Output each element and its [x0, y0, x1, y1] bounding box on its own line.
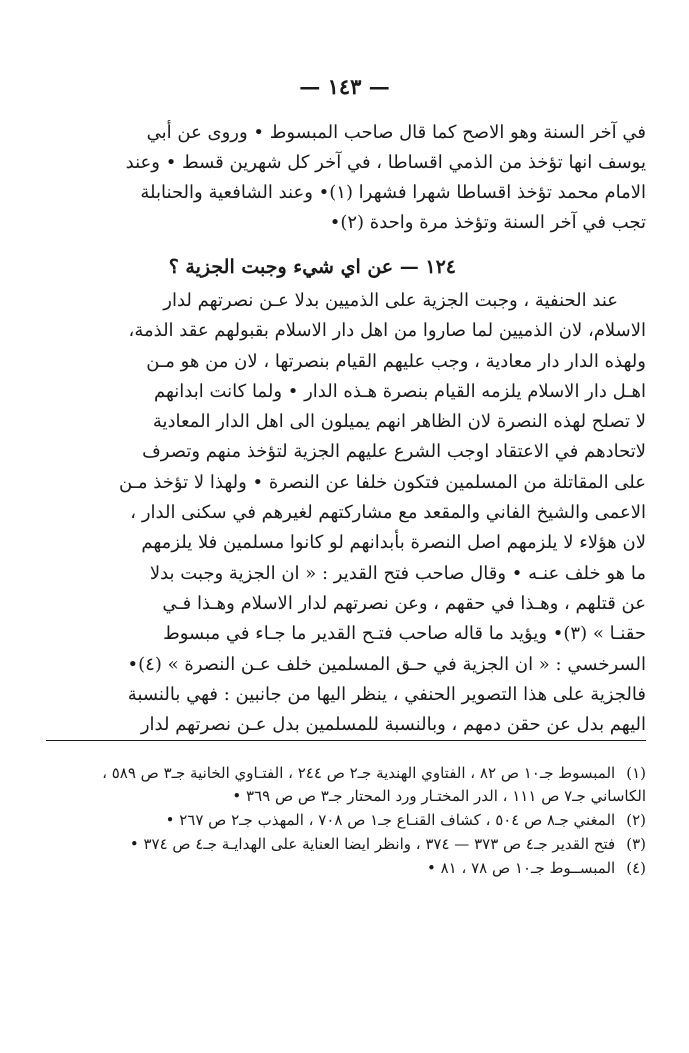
- text-line-last: اليهم بدل عن حقن دمهم ، وبالنسبة للمسلمين بدل عـن نصرتهم لدار: [46, 710, 646, 741]
- text-line: ما هو خلف عنـه • وقال صاحب فتح القدير : « ان الجزية وجبت بدلا: [149, 562, 646, 584]
- footnote-number: (٣): [626, 835, 646, 853]
- page-number: — ١٤٣ —: [299, 74, 390, 99]
- footnote: [46, 857, 646, 880]
- section-heading: ١٢٤ — عن اي شيء وجبت الجزية ؟: [168, 256, 456, 278]
- text-line: لا تصلح لهذه النصرة لان الظاهر انهم يميلون الى اهل الدار المعادية: [152, 411, 646, 433]
- text-line: ولهذه الدار دار معادية ، وجب عليهم القيام بنصرتها ، لان من هو مـن: [146, 350, 646, 372]
- footnote-number: (٢): [626, 811, 646, 829]
- paragraph-2: [46, 286, 646, 741]
- text-line: السرخسي : « ان الجزية في حـق المسلمين خلف عـن النصرة » (٤)•: [127, 653, 646, 675]
- footnotes: [46, 762, 646, 881]
- text-line: عن قتلهم ، وهـذا في حقهم ، وعن نصرتهم لدار الاسلام وهـذا فـي: [162, 592, 646, 614]
- footnote-number: (٤): [626, 859, 646, 877]
- paragraph-1: [46, 118, 646, 238]
- text-line: عند الحنفية ، وجبت الجزية على الذميين بدلا عـن نصرتهم لدار: [163, 290, 618, 311]
- footnote-text: المبسوط جـ١٠ ص ٨٢ ، الفتاوي الهندية جـ٢ ص ٢٤٤ ، الفتـاوي الخانية جـ٣ ص ٥٨٩ ، الكاساني جـ٧ ص ١١١ ، الدر المختـار ورد المحتار جـ٣ ص ص ٣٦٩ •: [102, 764, 646, 805]
- text-line: فالجزية على هذا التصوير الحنفي ، ينظر اليها من جانبين : فهي بالنسبة: [127, 683, 646, 705]
- text-line: الامام محمد تؤخذ اقساطا شهرا فشهرا (١)• وعند الشافعية والحنابلة: [140, 182, 646, 203]
- text-line: حقنـا » (٣)• ويؤيد ما قاله صاحب فتـح القدير ما جـاء في مبسوط: [163, 623, 646, 645]
- text-line: يوسف انها تؤخذ من الذمي اقساطا ، في آخر كل شهرين قسط • وعند: [125, 152, 646, 173]
- footnote: [46, 809, 646, 832]
- text-line: على المقاتلة من المسلمين فتكون خلفا عن النصرة • ولهذا لا تؤخذ مـن: [118, 471, 646, 493]
- footnote-text: المبســوط جـ١٠ ص ٧٨ ، ٨١ •: [426, 859, 616, 877]
- footnote: [46, 833, 646, 856]
- footnote: [46, 762, 646, 808]
- text-line: لان هؤلاء لا يلزمهم اصل النصرة بأبدانهم لو كانوا مسلمين فلا يلزمهم: [141, 532, 646, 554]
- text-line: لاتحادهم في الاعتقاد اوجب الشرع عليهم الجزية لتؤخذ منهم وتصرف: [142, 441, 646, 463]
- text-line: اهـل دار الاسلام يلزمه القيام بنصرة هـذه الدار • ولما كانت ابدانهم: [154, 380, 646, 402]
- footnote-number: (١): [626, 764, 646, 782]
- footnote-text: فتح القدير جـ٤ ص ٣٧٣ — ٣٧٤ ، وانظر ايضا العناية على الهدايـة جـ٤ ص ٣٧٤ •: [129, 835, 616, 853]
- text-line: تجب في آخر السنة وتؤخذ مرة واحدة (٢)•: [329, 212, 646, 233]
- text-line: الاسلام، لان الذميين لما صاروا من اهل دار الاسلام بقبولهم عقد الذمة،: [128, 320, 646, 342]
- footnote-text: المغني جـ٨ ص ٥٠٤ ، كشاف القنـاع جـ١ ص ٧٠٨ ، المهذب جـ٢ ص ٢٦٧ •: [165, 811, 616, 829]
- text-line: الاعمى والشيخ الفاني والمقعد مع مشاركتهم لغيرهم في سكنى الدار ،: [130, 502, 646, 524]
- text-line: في آخر السنة وهو الاصح كما قال صاحب المبسوط • وروى عن أبي: [146, 122, 646, 143]
